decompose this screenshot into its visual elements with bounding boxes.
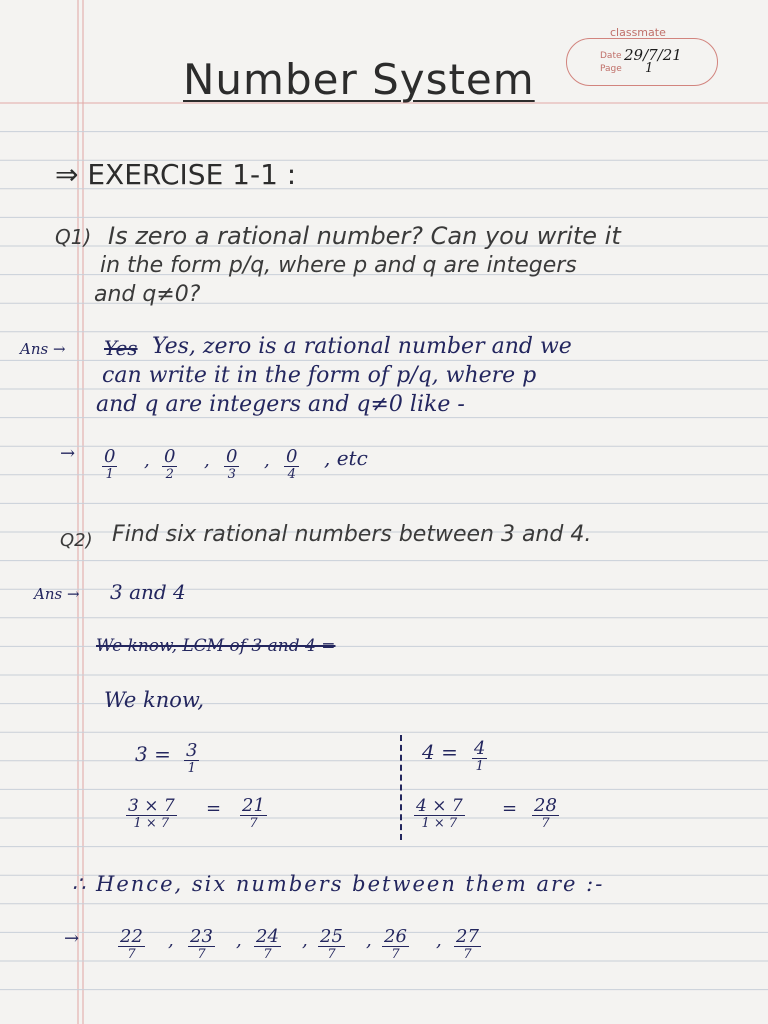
left-eq1-lhs: 3 = [135,742,171,766]
comma: , [204,450,210,471]
comma: , [144,450,150,471]
left-eq2-equals: = [206,798,222,819]
q1-line: in the form p/q, where p and q are integers [100,253,577,278]
exercise-heading: ⇒ EXERCISE 1-1 : [55,158,297,191]
right-eq1-lhs: 4 = [422,740,458,764]
date-value: 29/7/21 [624,46,682,64]
hence-line: ∴ Hence, six numbers between them are :- [72,872,605,896]
q2-number: Q2) [60,530,93,551]
column-divider [400,735,402,840]
left-eq1-fraction: 3 1 [186,740,198,776]
date-label: Date [600,51,622,61]
a1-line: and q are integers and q≠0 like - [96,392,465,417]
a1-label: Ans → [20,340,66,358]
comma: , [436,930,442,951]
left-eq2-result: 21 7 [242,795,265,831]
page-value: 1 [645,61,654,76]
etc-text: , etc [324,446,368,470]
example-fraction: 0 1 [104,446,116,482]
comma: , [236,930,242,951]
result-fraction: 22 7 [120,926,143,962]
q2-text: Find six rational numbers between 3 and 4. [112,522,592,547]
comma: , [366,930,372,951]
result-fraction: 23 7 [190,926,213,962]
result-fraction: 24 7 [256,926,279,962]
a2-label: Ans → [34,585,80,603]
a1-example-arrow: → [60,443,76,464]
comma: , [168,930,174,951]
result-fraction: 25 7 [320,926,343,962]
example-fraction: 0 4 [286,446,298,482]
result-fraction: 27 7 [456,926,479,962]
a1-line: Yes, zero is a rational number and we [152,334,572,359]
example-fraction: 0 3 [226,446,238,482]
comma: , [264,450,270,471]
a2-line1: 3 and 4 [110,580,186,604]
result-fraction: 26 7 [384,926,407,962]
right-eq2-result: 28 7 [534,795,557,831]
left-eq2-fraction: 3 × 7 1 × 7 [128,796,175,831]
result-arrow: → [64,928,80,949]
page-title: Number System [183,55,535,104]
comma: , [302,930,308,951]
q1-line: and q≠0? [94,282,201,307]
a2-we-know: We know, [104,688,205,712]
example-fraction: 0 2 [164,446,176,482]
a1-line: can write it in the form of p/q, where p [102,363,537,388]
right-eq1-fraction: 4 1 [474,738,486,774]
right-eq2-fraction: 4 × 7 1 × 7 [416,796,463,831]
q1-number: Q1) [55,225,92,249]
a1-struck-word: Yes [104,336,138,360]
right-eq2-equals: = [502,798,518,819]
q1-line: Is zero a rational number? Can you write it [108,222,621,250]
a2-struck-line: We know, LCM of 3 and 4 = [96,636,336,656]
page-label: Page [600,64,622,74]
brand-label: classmate [610,26,666,39]
